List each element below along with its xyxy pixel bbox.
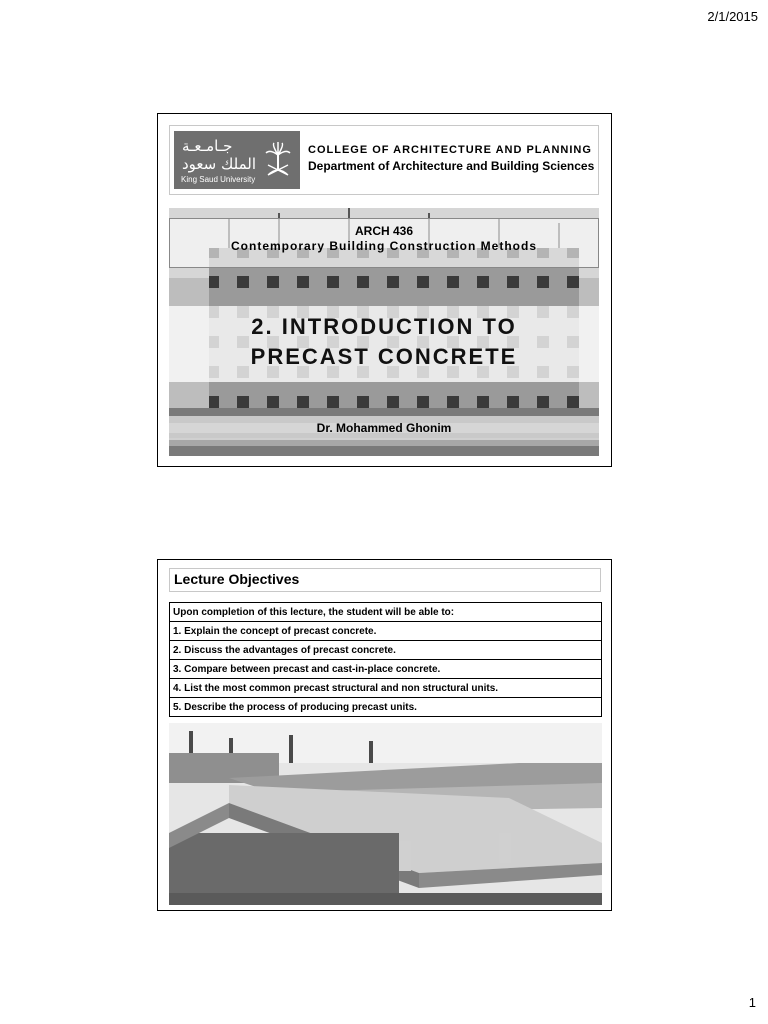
table-row xyxy=(170,603,602,622)
title-slide xyxy=(157,113,612,467)
author-band xyxy=(169,416,599,440)
objective-cell: Upon completion of this lecture, the student will be able to: xyxy=(170,603,602,622)
author-name: Dr. Mohammed Ghonim xyxy=(316,421,452,435)
lecture-title-band xyxy=(169,306,599,382)
lecture-title-line2: PRECAST CONCRETE xyxy=(250,344,518,369)
table-row xyxy=(170,622,602,641)
palm-emblem-icon xyxy=(264,141,292,179)
objectives-table xyxy=(169,602,602,717)
college-name: COLLEGE OF ARCHITECTURE AND PLANNING xyxy=(308,144,592,156)
page-date: 2/1/2015 xyxy=(707,9,758,24)
table-row xyxy=(170,660,602,679)
objective-cell: 5. Describe the process of producing precast units. xyxy=(170,698,602,717)
logo-english: King Saud University xyxy=(181,175,256,184)
course-box xyxy=(169,218,599,268)
lecture-title-line1: 2. INTRODUCTION TO xyxy=(251,314,517,339)
university-logo xyxy=(174,131,300,189)
logo-arabic-line1: جـامـعـة xyxy=(182,137,233,155)
department-name: Department of Architecture and Building Sciences xyxy=(308,159,595,173)
objective-cell: 3. Compare between precast and cast-in-place concrete. xyxy=(170,660,602,679)
page-number: 1 xyxy=(748,995,756,1010)
objective-cell: 1. Explain the concept of precast concrete. xyxy=(170,622,602,641)
precast-slabs-photo xyxy=(169,723,602,905)
table-row xyxy=(170,679,602,698)
course-title: Contemporary Building Construction Methods xyxy=(231,239,537,253)
table-row xyxy=(170,698,602,717)
logo-arabic-line2: الملك سعود xyxy=(182,155,257,173)
table-row xyxy=(170,641,602,660)
objectives-heading: Lecture Objectives xyxy=(174,571,300,587)
objective-cell: 4. List the most common precast structural and non structural units. xyxy=(170,679,602,698)
objectives-title-box xyxy=(169,568,601,592)
slide-header xyxy=(169,125,599,195)
objectives-slide xyxy=(157,559,612,911)
objective-cell: 2. Discuss the advantages of precast concrete. xyxy=(170,641,602,660)
course-code: ARCH 436 xyxy=(354,224,414,238)
